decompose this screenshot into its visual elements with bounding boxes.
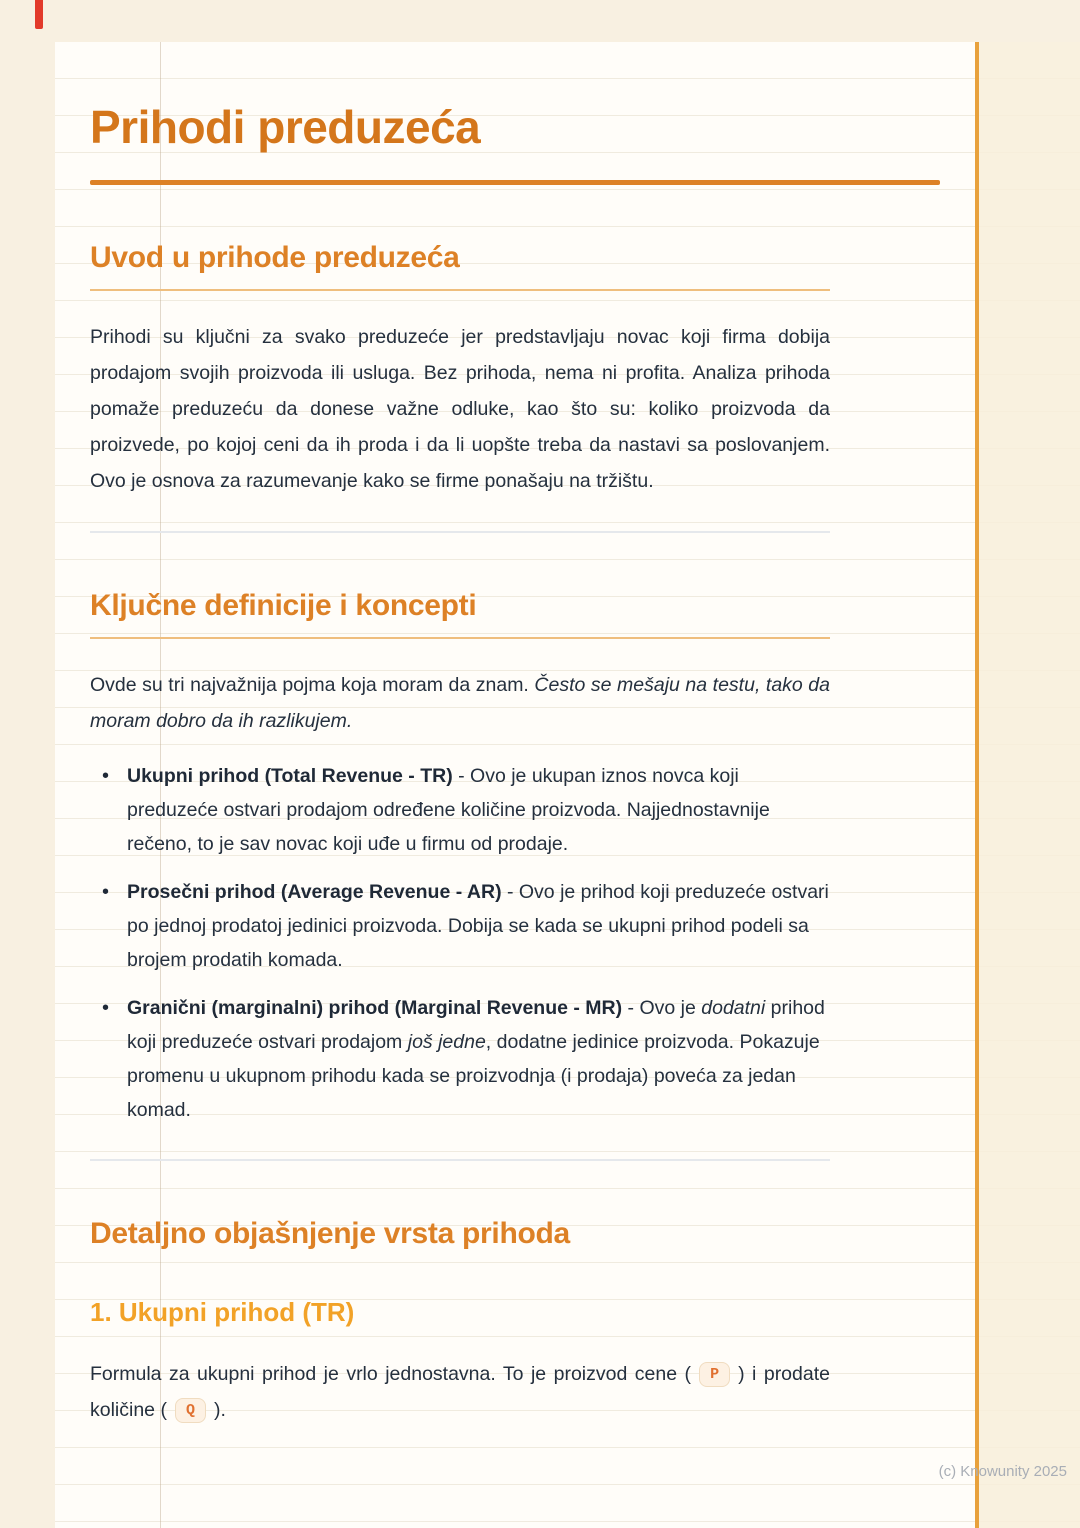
term-description: - Ovo je ukupan iznos novca koji preduzeće ostvari prodajom određene količine proizvoda. Najjednostavnije rečeno, to je sav novac koji uđe u firmu od prodaje.	[127, 765, 770, 855]
section-divider	[90, 1159, 830, 1161]
term-description: - Ovo je prihod koji preduzeće ostvari po jednoj prodatoj jedinici proizvoda. Dobija se kada se ukupni prihod podeli sa brojem prodatih komada.	[127, 881, 829, 971]
document-content	[90, 42, 940, 1428]
definitions-heading: Ključne definicije i koncepti	[90, 589, 477, 622]
term-description-italic: dodatni	[701, 997, 766, 1019]
intro-heading: Uvod u prihode preduzeća	[90, 241, 460, 274]
notebook-paper	[55, 42, 1080, 1528]
term-name: Granični (marginalni) prihod (Marginal Revenue - MR)	[127, 997, 623, 1019]
bookmark-tab	[35, 0, 43, 29]
definitions-lead-italic: Često se mešaju na testu, tako da moram dobro da ih razlikujem.	[90, 674, 830, 732]
term-name: Ukupni prihod (Total Revenue - TR)	[127, 765, 453, 787]
term-description: , dodatne jedinice proizvoda. Pokazuje promenu u ukupnom prihodu kada se proizvodnja (i prodaja) poveća za jedan komad.	[127, 1031, 820, 1121]
list-item-total-revenue	[90, 759, 830, 861]
page-title: Prihodi preduzeća	[90, 101, 481, 153]
variable-chip-quantity: Q	[175, 1398, 206, 1423]
section-divider	[90, 531, 830, 533]
footer-credit: (c) Knowunity 2025	[938, 1463, 1067, 1480]
intro-heading-underline	[90, 289, 830, 291]
formula-text: ).	[213, 1399, 226, 1421]
term-description: prihod koji preduzeće ostvari prodajom	[127, 997, 825, 1053]
term-description-italic: još jedne	[407, 1031, 486, 1053]
list-item-marginal-revenue	[90, 991, 830, 1127]
detailed-heading: Detaljno objašnjenje vrsta prihoda	[90, 1217, 570, 1250]
term-description: - Ovo je	[622, 997, 702, 1019]
formula-text: ) i prodate količine (	[90, 1363, 830, 1421]
section-detailed	[90, 1217, 940, 1428]
definitions-lead-text: Ovde su tri najvažnija pojma koja moram da znam.	[90, 674, 535, 696]
list-item-average-revenue	[90, 875, 830, 977]
definitions-list	[90, 759, 830, 1127]
definitions-heading-underline	[90, 637, 830, 639]
subsection-heading-total-revenue: 1. Ukupni prihod (TR)	[90, 1297, 355, 1327]
variable-chip-price: P	[699, 1362, 730, 1387]
formula-text: Formula za ukupni prihod je vrlo jednostavna. To je proizvod cene (	[90, 1363, 692, 1385]
section-definitions	[90, 589, 940, 1127]
term-name: Prosečni prihod (Average Revenue - AR)	[127, 881, 502, 903]
formula-paragraph	[90, 1356, 830, 1428]
intro-paragraph: Prihodi su ključni za svako preduzeće jer predstavljaju novac koji firma dobija prodajom svojih proizvoda ili usluga. Bez prihoda, nema ni profita. Analiza prihoda pomaže preduzeću da donese važne odluke, kao što su: koliko proizvoda da proizvede, po kojoj ceni da ih proda i da li uopšte treba da nastavi sa poslovanjem. Ovo je osnova za razumevanje kako se firme ponašaju na tržištu.	[90, 326, 830, 492]
section-intro	[90, 241, 940, 499]
definitions-lead	[90, 667, 830, 739]
notebook-right-margin	[975, 42, 1080, 1528]
title-rule	[90, 180, 940, 185]
